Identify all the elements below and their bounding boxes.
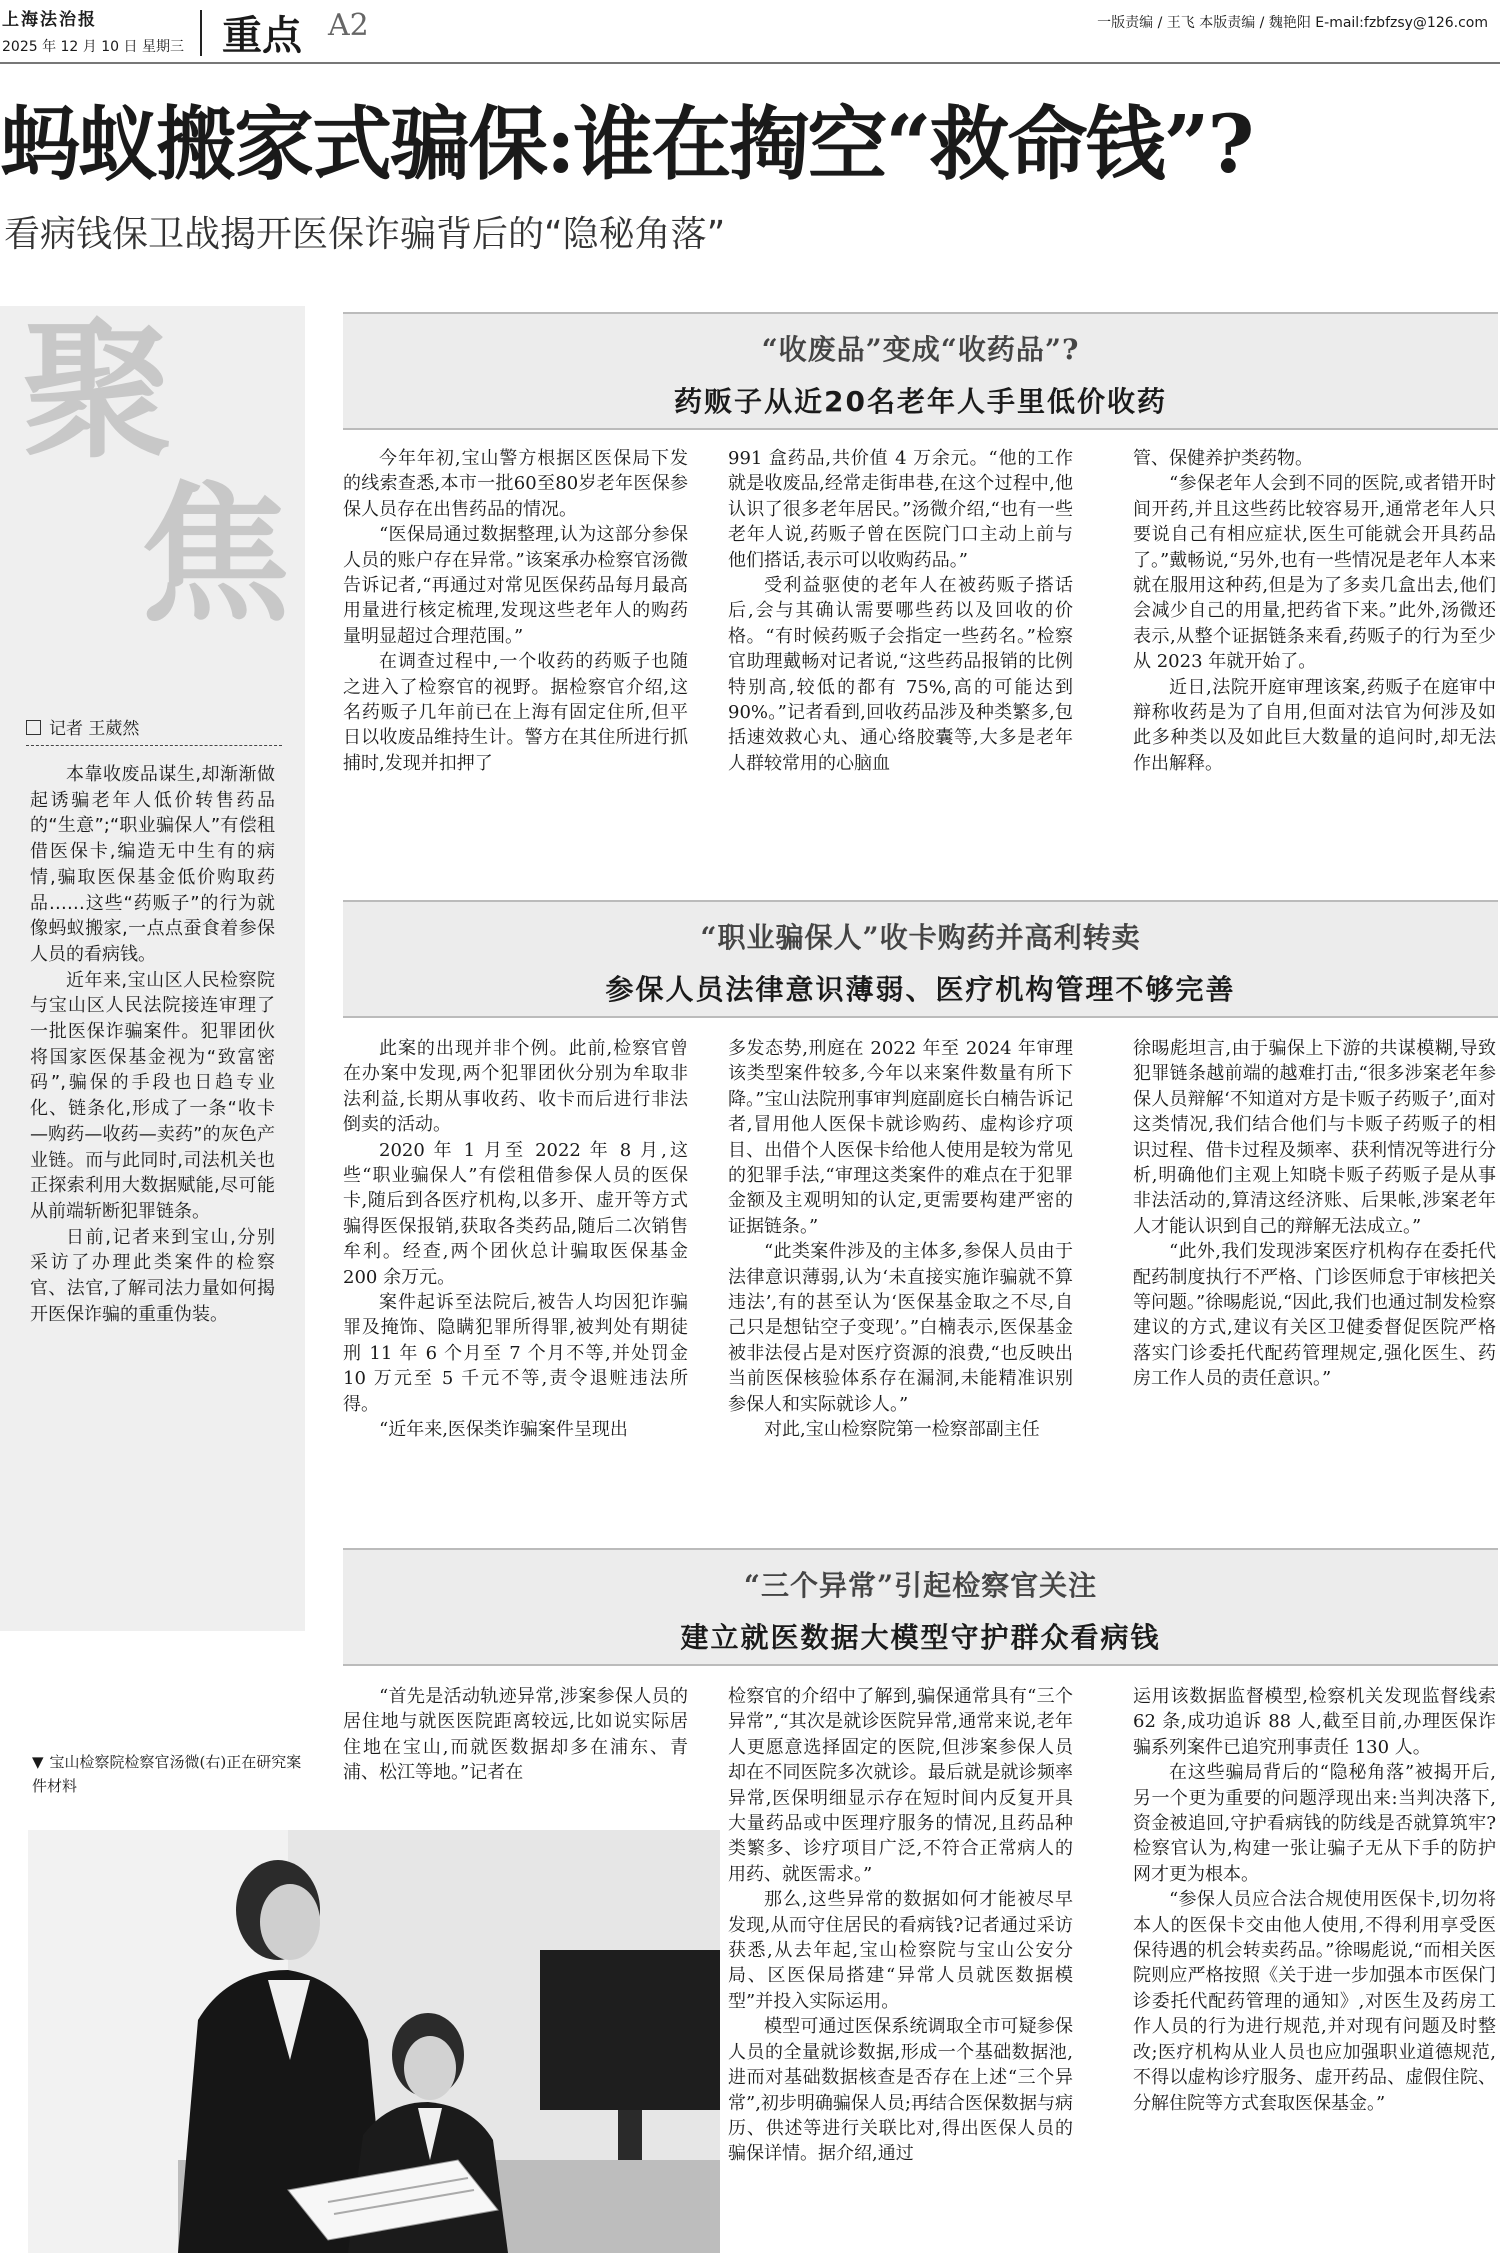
article-paragraph: 那么,这些异常的数据如何才能被尽早发现,从而守住居民的看病钱?记者通过采访获悉,从去年起,宝山检察院与宝山公安分局、区医保局搭建“异常人员就医数据模型”并投入实际运用。 xyxy=(728,1889,1073,2012)
article-column xyxy=(1133,1684,1496,2116)
issue-date: 2025 年 12 月 10 日 星期三 xyxy=(2,39,184,55)
news-photo xyxy=(28,1830,720,2253)
article-paragraph: 受利益驱使的老年人在被药贩子搭话后,会与其确认需要哪些药以及回收的价格。“有时候药贩子会指定一些药名。”检察官助理戴畅对记者说,“这些药品报销的比例特别高,较低的都有 75%,高的可能达到 90%。”记者看到,回收药品涉及种类繁多,包括速效救心丸、通心络胶囊等,大多是老年人群较常用的心脑血 xyxy=(728,575,1073,774)
header-divider xyxy=(200,10,202,56)
article-paragraph: “此类案件涉及的主体多,参保人员由于法律意识薄弱,认为‘未直接实施诈骗就不算违法’,有的甚至认为‘医保基金取之不尽,自己只是想钻空子变现’。”白楠表示,医保基金被非法侵占是对医疗资源的浪费,“也反映出当前医保核验体系存在漏洞,未能精准识别参保人和实际就诊人。” xyxy=(728,1241,1073,1415)
article-paragraph: 管、保健养护类药物。 xyxy=(1133,448,1313,469)
article-paragraph: 在这些骗局背后的“隐秘角落”被揭开后,另一个更为重要的问题浮现出来:当判决落下,资金被追回,守护看病钱的防线是否就算筑牢?检察官认为,构建一张让骗子无从下手的防护网才更为根本。 xyxy=(1133,1762,1496,1885)
headline: 蚂蚁搬家式骗保:谁在掏空“救命钱”? xyxy=(0,97,1253,191)
byline xyxy=(26,714,139,739)
page-number: A2 xyxy=(328,8,369,43)
article-column xyxy=(1133,446,1496,776)
photo-caption xyxy=(32,1750,302,1798)
article-paragraph: 案件起诉至法院后,被告人均因犯诈骗罪及掩饰、隐瞒犯罪所得罪,被判处有期徒刑 11 年 6 个月至 7 个月不等,并处罚金 10 万元至 5 千元不等,责令退赃违法所得。 xyxy=(343,1292,688,1415)
byline-text: 记者 王葳然 xyxy=(49,719,140,739)
article-paragraph: 此案的出现并非个例。此前,检察官曾在办案中发现,两个犯罪团伙分别为牟取非法利益,长期从事收药、收卡而后进行非法倒卖的活动。 xyxy=(343,1038,688,1136)
lead-paragraph: 日前,记者来到宝山,分别采访了办理此类案件的检察官、法官,了解司法力量如何揭开医保诈骗的重重伪装。 xyxy=(30,1226,275,1325)
article-column xyxy=(728,1036,1073,1443)
article-paragraph: 近日,法院开庭审理该案,药贩子在庭审中辩称收药是为了自用,但面对法官为何涉及如此多种类以及如此巨大数量的追问时,却无法作出解释。 xyxy=(1133,676,1496,774)
article-paragraph: “此外,我们发现涉案医疗机构存在委托代配药制度执行不严格、门诊医师怠于审核把关等问题。”徐晹彪说,“因此,我们也通过制发检察建议的方式,建议有关区卫健委督促医院严格落实门诊委托代配药管理规定,强化医生、药房工作人员的责任意识。” xyxy=(1133,1241,1496,1390)
header-rule xyxy=(0,62,1500,64)
section-kicker: “三个异常”引起检察官关注 xyxy=(743,1569,1098,1602)
subheadline: 看病钱保卫战揭开医保诈骗背后的“隐秘角落” xyxy=(4,214,726,255)
lead-paragraph: 近年来,宝山区人民检察院与宝山区人民法院接连审理了一批医保诈骗案件。犯罪团伙将国家医保基金视为“致富密码”,骗保的手段也日趋专业化、链条化,形成了一条“收卡—购药—收药—卖药”的灰色产业链。而与此同时,司法机关也正探索利用大数据赋能,尽可能从前端斩断犯罪链条。 xyxy=(30,969,275,1222)
masthead-logo: 上海法治报 xyxy=(2,10,97,30)
section-title: 建立就医数据大模型守护群众看病钱 xyxy=(680,1621,1161,1654)
article-paragraph: 检察官的介绍中了解到,骗保通常具有“三个异常”,“其次是就诊医院异常,通常来说,老年人更愿意选择固定的医院,但涉案参保人员却在不同医院多次就诊。最后就是就诊频率异常,医保明细显示存在短时间内反复开具大量药品或中医理疗服务的情况,且药品种类繁多、诊疗项目广泛,不符合正常病人的用药、就医需求。” xyxy=(728,1686,1073,1885)
article-column xyxy=(728,446,1073,776)
article-paragraph: 徐晹彪坦言,由于骗保上下游的共谋模糊,导致犯罪链条越前端的越难打击,“很多涉案老年参保人员辩解‘不知道对方是卡贩子药贩子’,面对这类情况,我们结合他们与卡贩子药贩子的相识过程、借卡过程及频率、获利情况等进行分析,明确他们主观上知晓卡贩子药贩子是从事非法活动的,算清这经济账、后果帐,涉案老年人才能认识到自己的辩解无法成立。” xyxy=(1133,1038,1496,1237)
article-paragraph: “首先是活动轨迹异常,涉案参保人员的居住地与就医医院距离较远,比如说实际居住地在宝山,而就医数据却多在浦东、青浦、松江等地。”记者在 xyxy=(343,1686,688,1784)
article-paragraph: 运用该数据监督模型,检察机关发现监督线索 62 条,成功追诉 88 人,截至目前,办理医保诈骗系列案件已追究刑事责任 130 人。 xyxy=(1133,1686,1496,1758)
article-column xyxy=(343,1684,688,1786)
focus-calligraphy-char-2: 焦 xyxy=(140,467,291,643)
article-paragraph: 对此,宝山检察院第一检察部副主任 xyxy=(764,1419,1040,1441)
byline-box-icon xyxy=(26,720,41,735)
caption-marker-icon: ▼ xyxy=(32,1753,44,1771)
article-paragraph: 模型可通过医保系统调取全市可疑参保人员的全量就诊数据,形成一个基础数据池,进而对基础数据核查是否存在上述“三个异常”,初步明确骗保人员;再结合医保数据与病历、供述等进行关联比对,得出医保人员的骗保详情。据介绍,通过 xyxy=(728,2016,1073,2165)
section-banner-1 xyxy=(343,312,1498,430)
byline-divider xyxy=(26,745,282,746)
article-column xyxy=(343,1036,688,1443)
article-paragraph: 多发态势,刑庭在 2022 年至 2024 年审理该类型案件较多,今年以来案件数量有所下降。”宝山法院刑事审判庭副庭长白楠告诉记者,冒用他人医保卡就诊购药、虚构诊疗项目、出借个人医保卡给他人使用是较为常见的犯罪手法,“审理这类案件的难点在于犯罪金额及主观明知的认定,更需要构建严密的证据链条。” xyxy=(728,1038,1073,1237)
section-banner-3 xyxy=(343,1548,1498,1666)
article-paragraph: “参保人员应合法合规使用医保卡,切勿将本人的医保卡交由他人使用,不得利用享受医保待遇的机会转卖药品。”徐晹彪说,“而相关医院则应严格按照《关于进一步加强本市医保门诊委托代配药管理的通知》,对医生及药房工作人员的行为进行规范,并对现有问题及时整改;医疗机构从业人员也应加强职业道德规范,不得以虚构诊疗服务、虚开药品、虚假住院、分解住院等方式套取医保基金。” xyxy=(1133,1889,1496,2114)
lead-paragraphs xyxy=(30,762,275,1327)
focus-calligraphy-char-1: 聚 xyxy=(22,303,173,479)
article-paragraph: “参保老年人会到不同的医院,或者错开时间开药,并且这些药比较容易开,通常老年人只要说自己有相应症状,医生可能就会开具药品了。”戴畅说,“另外,也有一些情况是老年人本来就在服用这种药,但是为了多卖几盒出去,他们会减少自己的用量,把药省下来。”此外,汤微还表示,从整个证据链条来看,药贩子的行为至少从 2023 年就开始了。 xyxy=(1133,473,1496,673)
article-column xyxy=(1133,1036,1496,1392)
section-title: 药贩子从近20名老年人手里低价收药 xyxy=(674,385,1167,418)
photo-prosecutors-illustration xyxy=(28,1830,720,2253)
article-column xyxy=(728,1684,1073,2167)
section-kicker: “收废品”变成“收药品”? xyxy=(761,333,1080,366)
section-kicker: “职业骗保人”收卡购药并高利转卖 xyxy=(700,921,1141,954)
section-name: 重点 xyxy=(222,13,302,59)
article-paragraph: 2020 年 1 月至 2022 年 8 月,这些“职业骗保人”有偿租借参保人员的医保卡,随后到各医疗机构,以多开、虚开等方式骗得医保报销,获取各类药品,随后二次销售牟利。经查,两个团伙总计骗取医保基金 200 余万元。 xyxy=(343,1139,688,1288)
article-paragraph: 991 盒药品,共价值 4 万余元。“他的工作就是收废品,经常走街串巷,在这个过程中,他认识了很多老年居民。”汤微介绍,“也有一些老年人说,药贩子曾在医院门口主动上前与他们搭话,表示可以收购药品。” xyxy=(728,448,1073,571)
caption-text: 宝山检察院检察官汤微(右)正在研究案件材料 xyxy=(32,1753,302,1795)
article-paragraph: “医保局通过数据整理,认为这部分参保人员的账户存在异常。”该案承办检察官汤微告诉记者,“再通过对常见医保药品每月最高用量进行核定梳理,发现这些老年人的购药量明显超过合理范围。” xyxy=(343,524,688,647)
article-column xyxy=(343,446,688,776)
editor-credits: 一版责编 / 王飞 本版责编 / 魏艳阳 E-mail:fzbfzsy@126.com xyxy=(1097,15,1488,31)
section-banner-2 xyxy=(343,900,1498,1018)
article-paragraph: “近年来,医保类诈骗案件呈现出 xyxy=(379,1419,628,1441)
article-paragraph: 在调查过程中,一个收药的药贩子也随之进入了检察官的视野。据检察官介绍,这名药贩子几年前已在上海有固定住所,但平日以收废品维持生计。警方在其住所进行抓捕时,发现并扣押了 xyxy=(343,651,688,774)
lead-paragraph: 本靠收废品谋生,却渐渐做起诱骗老年人低价转售药品的“生意”;“职业骗保人”有偿租借医保卡,编造无中生有的病情,骗取医保基金低价购取药品……这些“药贩子”的行为就像蚂蚁搬家,一点点蚕食着参保人员的看病钱。 xyxy=(30,764,275,965)
section-title: 参保人员法律意识薄弱、医疗机构管理不够完善 xyxy=(605,973,1236,1006)
article-paragraph: 今年年初,宝山警方根据区医保局下发的线索查悉,本市一批60至80岁老年医保参保人员存在出售药品的情况。 xyxy=(343,448,688,520)
